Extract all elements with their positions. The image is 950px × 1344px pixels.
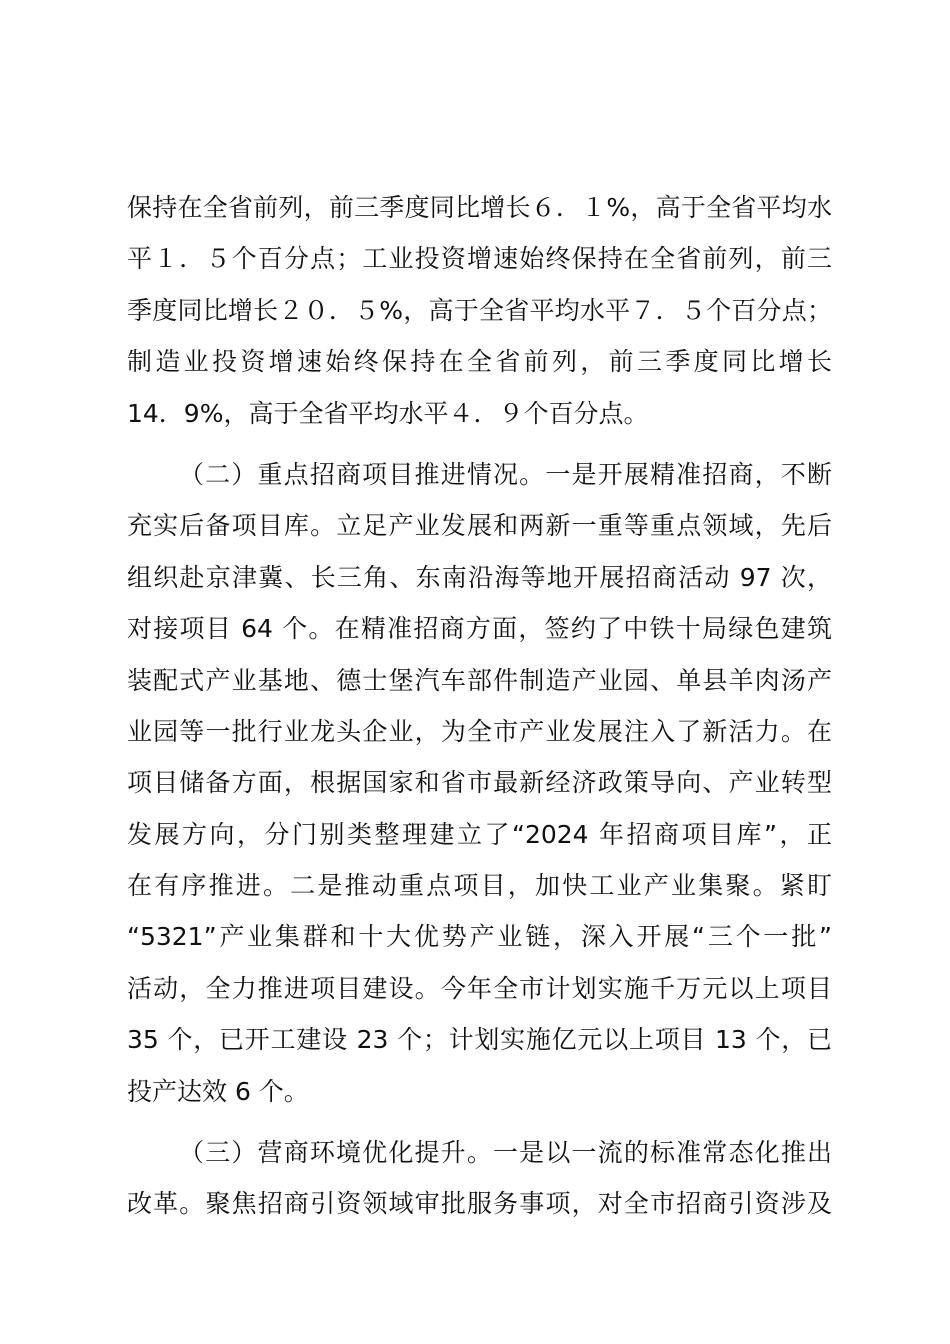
text-line: 组织赴京津冀、长三角、东南沿海等地开展招商活动 97 次， xyxy=(127,562,832,592)
text-line: 改革。聚焦招商引资领域审批服务事项，对全市招商引资涉及 xyxy=(127,1189,832,1219)
paragraph-key-projects xyxy=(127,449,832,1117)
text-line: 35 个，已开工建设 23 个；计划实施亿元以上项目 13 个，已 xyxy=(127,1025,832,1055)
text-line: 14．9%，高于全省平均水平４．９个百分点。 xyxy=(127,398,649,428)
text-line: 保持在全省前列，前三季度同比增长６．１%，高于全省平均水 xyxy=(127,193,832,222)
paragraph-spacer xyxy=(127,439,832,449)
document-body xyxy=(127,182,832,1230)
paragraph-investment-growth xyxy=(127,182,832,439)
text-line: 在有序推进。二是推动重点项目，加快工业产业集聚。紧盯 xyxy=(127,871,832,901)
text-line: 投产达效 6 个。 xyxy=(127,1076,309,1106)
text-line: 项目储备方面，根据国家和省市最新经济政策导向、产业转型 xyxy=(127,768,832,798)
text-line: 对接项目 64 个。在精准招商方面，签约了中铁十局绿色建筑 xyxy=(127,614,832,644)
text-line: “5321”产业集群和十大优势产业链，深入开展“三个一批” xyxy=(127,922,832,952)
paragraph-spacer xyxy=(127,1117,832,1127)
text-line: 充实后备项目库。立足产业发展和两新一重等重点领域，先后 xyxy=(127,511,832,541)
text-line: 平１．５个百分点；工业投资增速始终保持在全省前列，前三 xyxy=(127,244,832,274)
text-line: （二）重点招商项目推进情况。一是开展精准招商，不断 xyxy=(179,459,832,489)
paragraph-business-environment xyxy=(127,1127,832,1230)
text-line: 发展方向，分门别类整理建立了“2024 年招商项目库”，正 xyxy=(127,819,832,849)
text-line: 装配式产业基地、德士堡汽车部件制造产业园、单县羊肉汤产 xyxy=(127,665,832,695)
text-line: 业园等一批行业龙头企业，为全市产业发展注入了新活力。在 xyxy=(127,716,832,746)
text-line: 制造业投资增速始终保持在全省前列，前三季度同比增长 xyxy=(127,347,832,377)
text-line: 活动，全力推进项目建设。今年全市计划实施千万元以上项目 xyxy=(127,973,832,1003)
text-line: （三）营商环境优化提升。一是以一流的标准常态化推出 xyxy=(179,1138,832,1168)
text-line: 季度同比增长２０．５%，高于全省平均水平７．５个百分点； xyxy=(127,295,832,325)
